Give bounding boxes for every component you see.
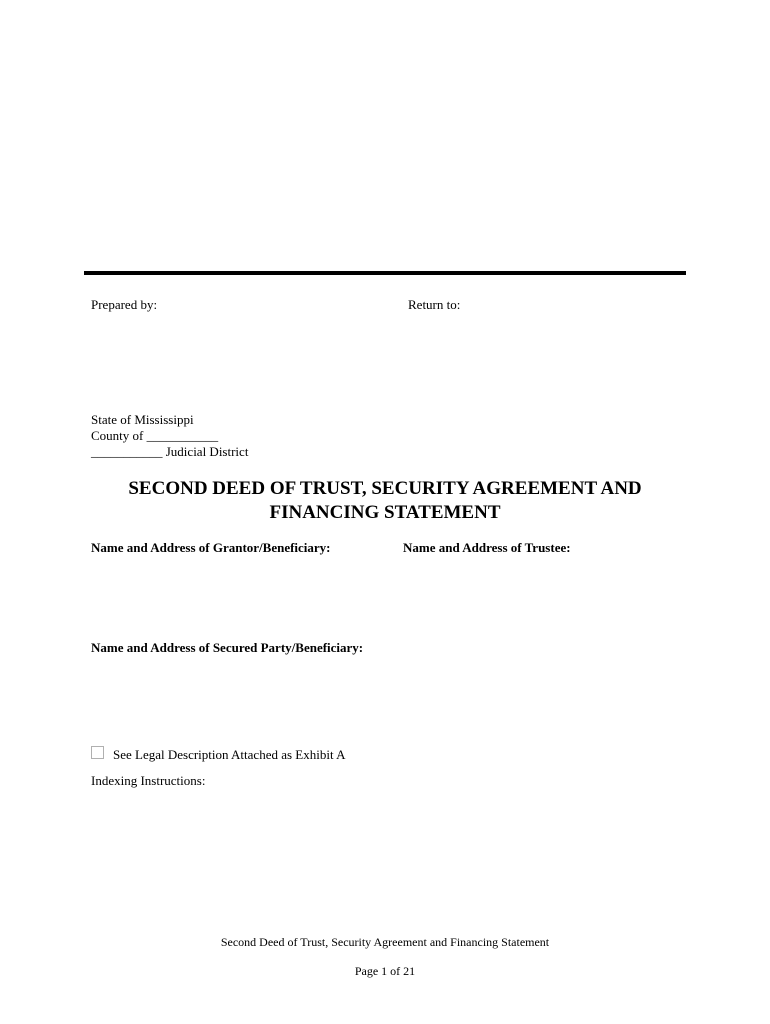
document-title-line-2: FINANCING STATEMENT <box>269 502 501 523</box>
legal-description-label: See Legal Description Attached as Exhibit A <box>113 747 346 762</box>
header-rule <box>84 271 686 275</box>
footer-document-title: Second Deed of Trust, Security Agreement and Financing Statement <box>220 935 550 949</box>
state-line: State of Mississippi <box>91 412 194 427</box>
legal-description-checkbox[interactable] <box>91 746 104 759</box>
county-line: County of ___________ <box>91 428 219 443</box>
return-to-label: Return to: <box>408 297 461 312</box>
indexing-instructions-label: Indexing Instructions: <box>91 773 206 788</box>
prepared-by-label: Prepared by: <box>91 297 158 312</box>
judicial-district-line: ___________ Judicial District <box>91 444 249 459</box>
grantor-label: Name and Address of Grantor/Beneficiary: <box>91 540 331 555</box>
secured-party-label: Name and Address of Secured Party/Beneficiary: <box>91 640 364 655</box>
document-title-line-1: SECOND DEED OF TRUST, SECURITY AGREEMENT AND <box>128 478 642 499</box>
trustee-label: Name and Address of Trustee: <box>403 540 571 555</box>
page-number: Page 1 of 21 <box>354 964 416 978</box>
